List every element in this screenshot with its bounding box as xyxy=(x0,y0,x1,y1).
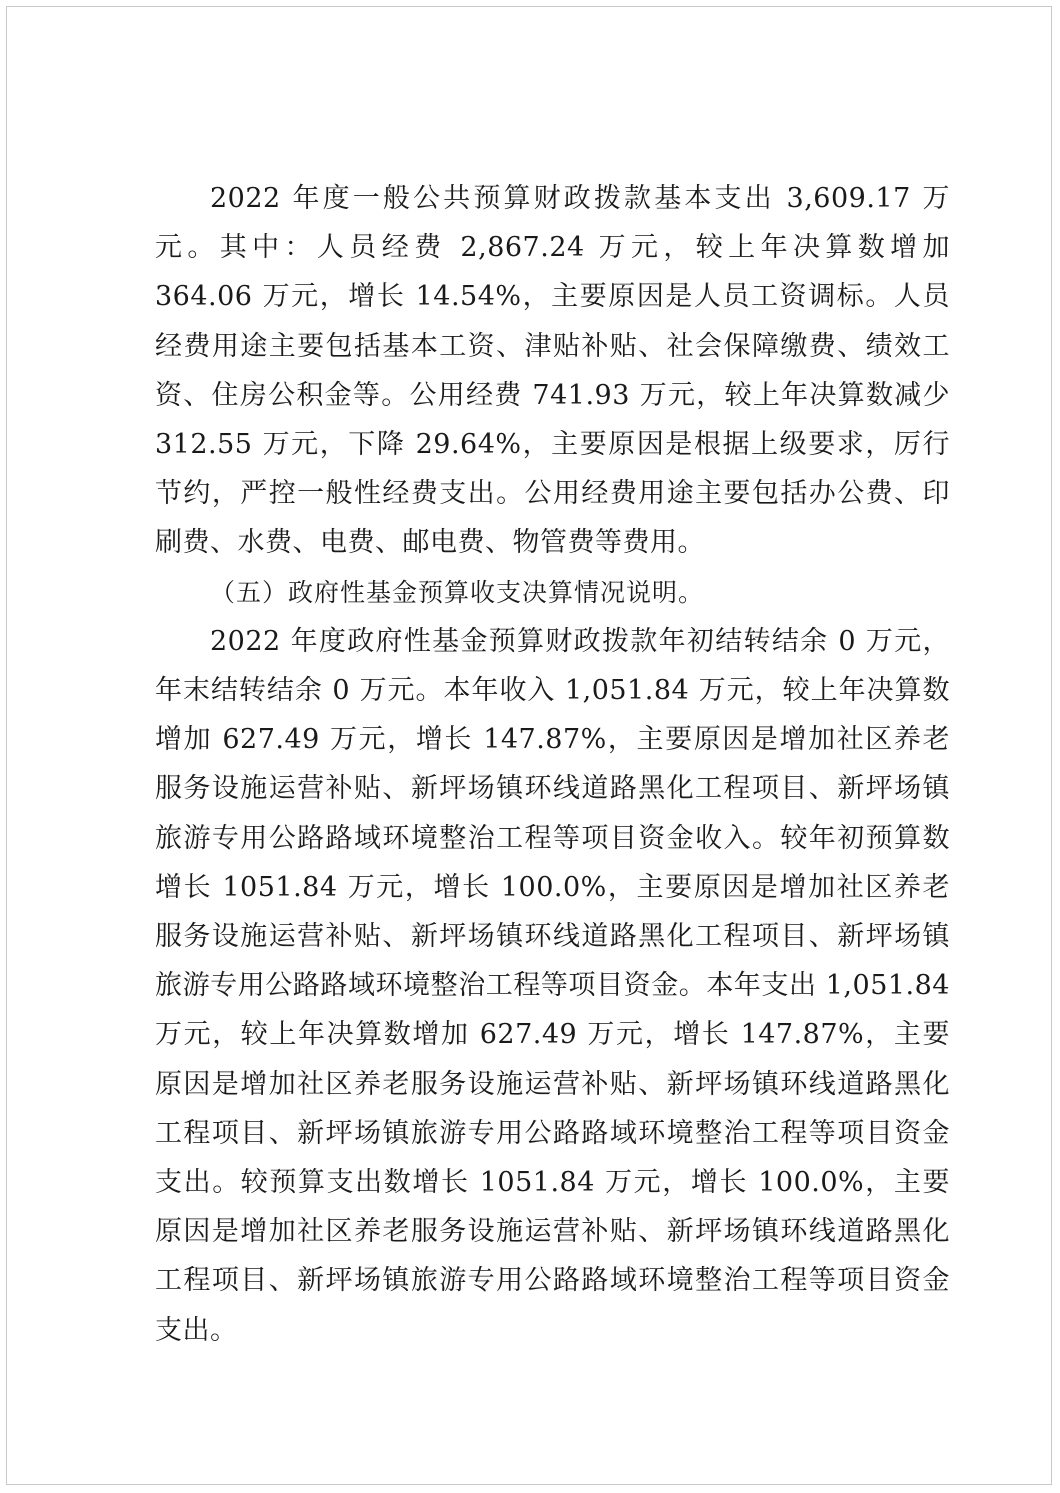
section-heading-government-fund: （五）政府性基金预算收支决算情况说明。 xyxy=(210,577,705,607)
paragraph-general-budget-expenditure: 2022 年度一般公共预算财政拨款基本支出 3,609.17 万元。其中：人员经费 2,867.24 万元，较上年决算数增加 364.06 万元，增长 14.54%，主要原因是人员工资调标。人员经费用途主要包括基本工资、津贴补贴、社会保障缴费、绩效工资、住房公积金等。公用经费 741.93 万元，较上年决算数减少 312.55 万元，下降 29.64%，主要原因是根据上级要求，厉行节约，严控一般性经费支出。公用经费用途主要包括办公费、印刷费、水费、电费、邮电费、物管费等费用。 xyxy=(155,183,950,559)
page xyxy=(6,6,1052,1485)
paragraph-government-fund-details: 2022 年度政府性基金预算财政拨款年初结转结余 0 万元，年末结转结余 0 万元。本年收入 1,051.84 万元，较上年决算数增加 627.49 万元，增长 147.87%，主要原因是增加社区养老服务设施运营补贴、新坪场镇环线道路黑化工程项目、新坪场镇旅游专用公路路域环境整治工程等项目资金收入。较年初预算数增长 1051.84 万元，增长 100.0%，主要原因是增加社区养老服务设施运营补贴、新坪场镇环线道路黑化工程项目、新坪场镇旅游专用公路路域环境整治工程等项目资金。本年支出 1,051.84 万元，较上年决算数增加 627.49 万元，增长 147.87%，主要原因是增加社区养老服务设施运营补贴、新坪场镇环线道路黑化工程项目、新坪场镇旅游专用公路路域环境整治工程等项目资金支出。较预算支出数增长 1051.84 万元，增长 100.0%，主要原因是增加社区养老服务设施运营补贴、新坪场镇环线道路黑化工程项目、新坪场镇旅游专用公路路域环境整治工程等项目资金支出。 xyxy=(155,625,950,1346)
document-body xyxy=(155,174,950,1355)
